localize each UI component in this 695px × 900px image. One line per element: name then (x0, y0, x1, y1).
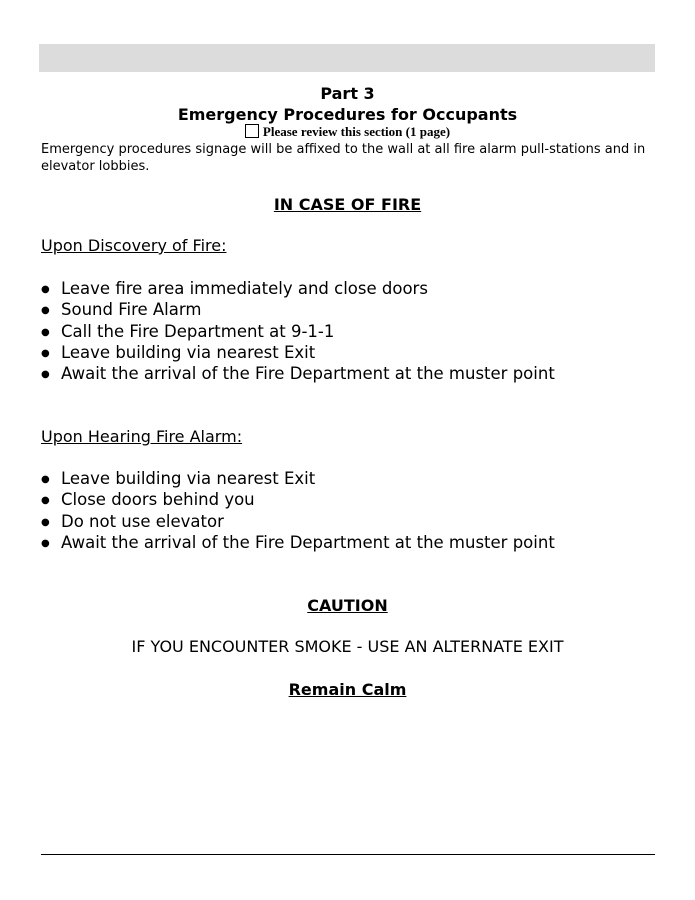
fire-heading: IN CASE OF FIRE (273, 195, 422, 214)
list-item: ● Close doors behind you (41, 489, 555, 510)
list-item: ● Await the arrival of the Fire Department at the muster point (41, 363, 555, 384)
bullet-icon: ● (41, 516, 50, 528)
bullet-icon: ● (41, 305, 50, 317)
review-label: Please review this section (1 page) (262, 124, 451, 139)
discovery-heading: Upon Discovery of Fire: (41, 236, 227, 255)
alarm-list (41, 468, 555, 553)
intro-paragraph: Emergency procedures signage will be affixed to the wall at all fire alarm pull-stations and in elevator lobbies. (41, 142, 646, 174)
list-item: ● Await the arrival of the Fire Department at the muster point (41, 532, 555, 553)
footer-divider (41, 854, 655, 855)
part-label: Part 3 (320, 84, 375, 103)
list-item: ● Leave fire area immediately and close doors (41, 278, 555, 299)
bullet-icon: ● (41, 474, 50, 485)
list-item: ● Do not use elevator (41, 511, 555, 532)
bullet-icon: ● (41, 369, 50, 381)
list-item: ● Sound Fire Alarm (41, 299, 555, 320)
caution-message: IF YOU ENCOUNTER SMOKE - USE AN ALTERNATE EXIT (131, 637, 564, 656)
caution-heading: CAUTION (307, 596, 388, 615)
list-item: ● Call the Fire Department at 9-1-1 (41, 321, 555, 342)
review-checkbox[interactable] (245, 124, 259, 138)
discovery-list (41, 278, 555, 384)
bullet-icon: ● (41, 495, 50, 507)
bullet-icon: ● (41, 284, 50, 295)
header-bar (39, 44, 655, 72)
list-item: ● Leave building via nearest Exit (41, 468, 555, 489)
section-title: Emergency Procedures for Occupants (177, 105, 518, 124)
bullet-icon: ● (41, 537, 50, 549)
bullet-icon: ● (41, 326, 50, 338)
alarm-heading: Upon Hearing Fire Alarm: (41, 427, 243, 446)
list-item: ● Leave building via nearest Exit (41, 342, 555, 363)
review-row (0, 124, 695, 140)
bullet-icon: ● (41, 347, 50, 359)
remain-calm: Remain Calm (288, 680, 407, 699)
